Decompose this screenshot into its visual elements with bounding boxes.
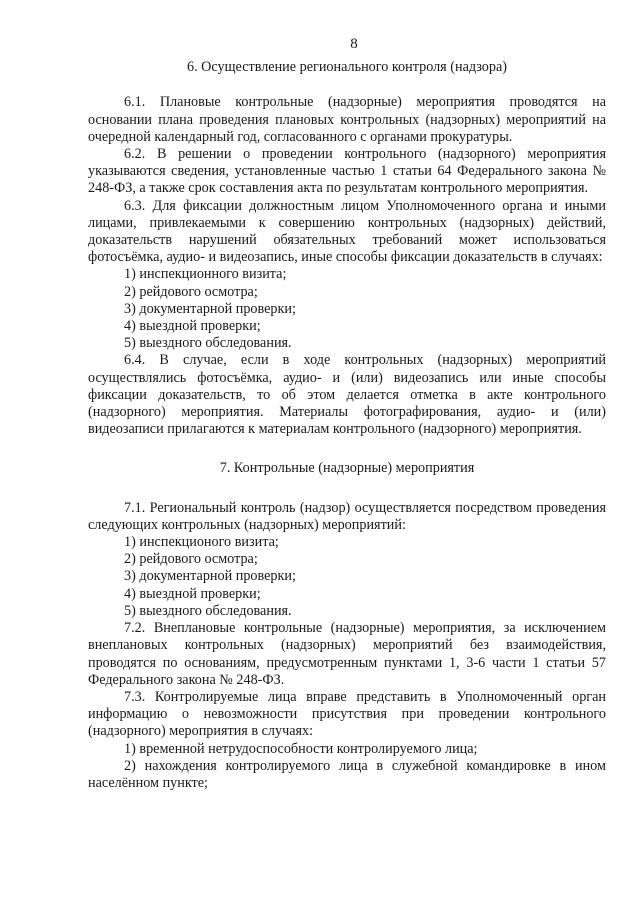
list-item: 1) инспекционого визита; bbox=[124, 534, 279, 551]
list-item: 1) временной нетрудоспособности контролируемого лица; bbox=[124, 740, 478, 757]
paragraph-6-4: 6.4. В случае, если в ходе контрольных (надзорных) мероприятий осуществлялись фотосъёмка, аудио- и (или) видеозапись или иные способы фиксации доказательств, то об этом делается отметка в акте контрольного (надзорного) мероприятия. Материалы фотографирования, аудио- и (или) видеозаписи прилагаются к материалам контрольного (надзорного) мероприятия. bbox=[88, 352, 606, 438]
section-7-title: 7. Контрольные (надзорные) мероприятия bbox=[219, 460, 475, 477]
list-item: 2) нахождения контролируемого лица в служебной командировке в ином населённом пункте; bbox=[88, 757, 606, 791]
paragraph-7-3: 7.3. Контролируемые лица вправе представить в Уполномоченный орган информацию о невозможности присутствия при проведении контрольного (надзорного) мероприятия в случаях: bbox=[88, 688, 606, 740]
list-item: 3) документарной проверки; bbox=[124, 568, 296, 585]
paragraph-7-2: 7.2. Внеплановые контрольные (надзорные) мероприятия, за исключением внеплановых контрольных (надзорных) мероприятий без взаимодействия, проводятся по основаниям, предусмотренным пунктами 1, 3-6 части 1 статьи 57 Федерального закона № 248-ФЗ. bbox=[88, 620, 606, 688]
paragraph-6-2: 6.2. В решении о проведении контрольного (надзорного) мероприятия указываются сведения, установленные частью 1 статьи 64 Федерального закона № 248-ФЗ, а также срок составления акта по результатам контрольного мероприятия. bbox=[88, 146, 606, 197]
list-item: 5) выездного обследования. bbox=[124, 602, 292, 619]
list-item: 2) рейдового осмотра; bbox=[124, 551, 258, 568]
list-item: 4) выездной проверки; bbox=[124, 318, 261, 335]
paragraph-6-1: 6.1. Плановые контрольные (надзорные) мероприятия проводятся на основании плана проведения плановых контрольных (надзорных) мероприятий на очередной календарный год, согласованного с органами прокуратуры. bbox=[88, 94, 606, 145]
document-page bbox=[88, 36, 606, 792]
list-item: 2) рейдового осмотра; bbox=[124, 283, 258, 300]
list-item: 1) инспекционного визита; bbox=[124, 266, 287, 283]
list-item: 5) выездного обследования. bbox=[124, 335, 292, 352]
section-6-title: 6. Осуществление регионального контроля (надзора) bbox=[186, 59, 507, 76]
paragraph-6-3: 6.3. Для фиксации должностным лицом Уполномоченного органа и иными лицами, привлекаемыми к совершению контрольных (надзорных) действий, доказательств нарушений обязательных требований может использоваться фотосъёмка, аудио- и видеозапись, иные способы фиксации доказательств в случаях: bbox=[88, 197, 606, 266]
page-number: 8 bbox=[350, 36, 358, 52]
paragraph-7-1: 7.1. Региональный контроль (надзор) осуществляется посредством проведения следующих контрольных (надзорных) мероприятий: bbox=[88, 499, 606, 533]
list-item: 3) документарной проверки; bbox=[124, 300, 296, 317]
list-item: 4) выездной проверки; bbox=[124, 585, 261, 602]
